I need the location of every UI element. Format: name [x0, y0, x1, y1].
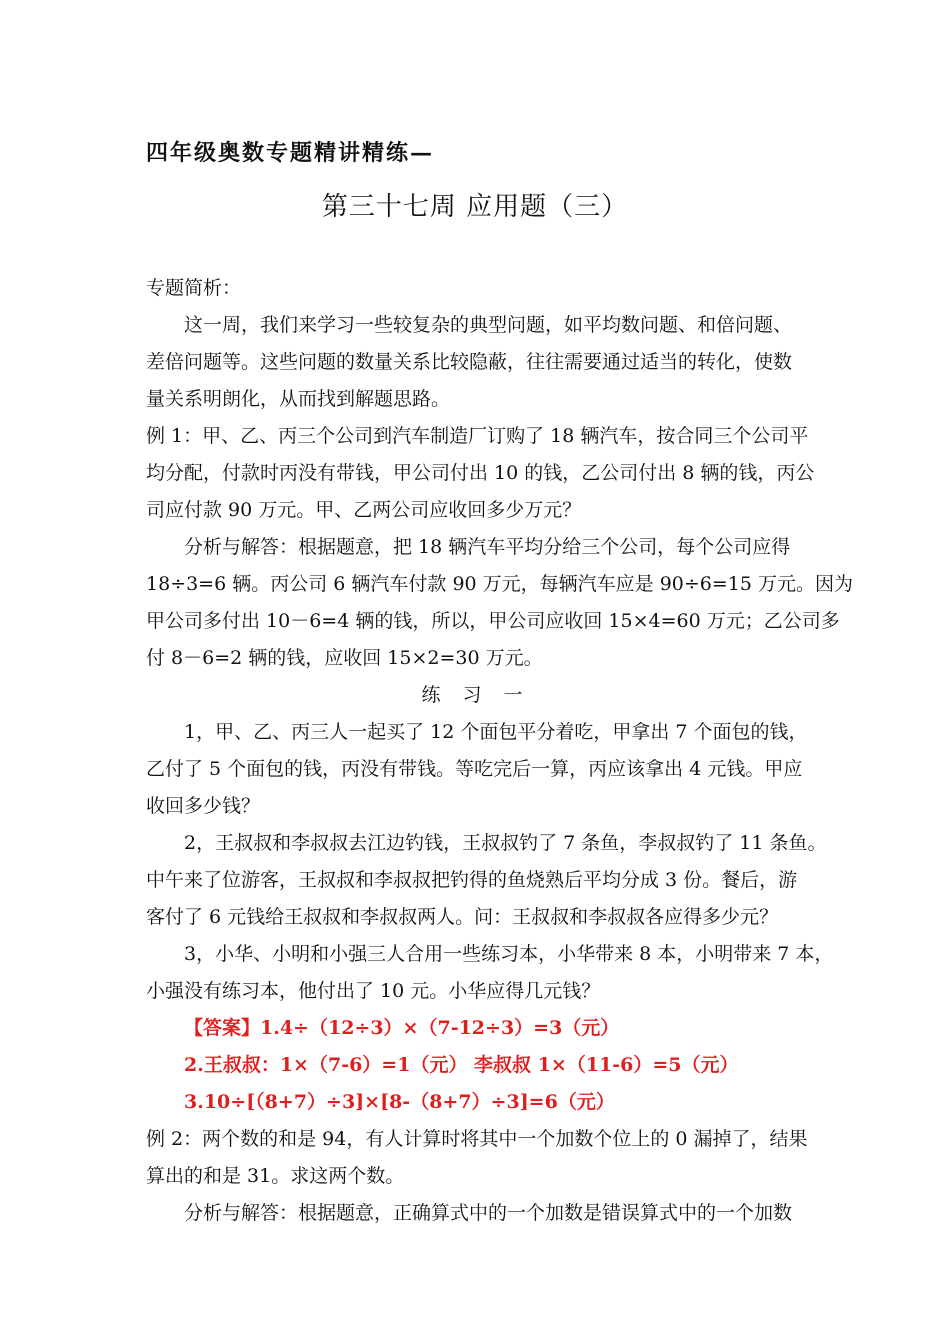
example1-line: 司应付款 90 万元。甲、乙两公司应收回多少万元？ [146, 499, 582, 521]
example1-line: 均分配，付款时丙没有带钱，甲公司付出 10 的钱，乙公司付出 8 辆的钱，丙公 [146, 462, 815, 484]
practice-item-2-line: 2，王叔叔和李叔叔去江边钓钱，王叔叔钓了 7 条鱼，李叔叔钓了 11 条鱼。 [184, 832, 827, 854]
practice-item-1-line: 1，甲、乙、丙三人一起买了 12 个面包平分着吃，甲拿出 7 个面包的钱， [184, 721, 808, 743]
doc-title: 第三十七周 应用题（三） [321, 192, 629, 222]
analysis1-line: 18÷3=6 辆。丙公司 6 辆汽车付款 90 万元，每辆汽车应是 90÷6=15 万元。因为 [146, 573, 854, 595]
document-body [146, 270, 854, 1232]
practice-item-3-line: 小强没有练习本，他付出了 10 元。小华应得几元钱？ [146, 980, 601, 1002]
intro-line: 差倍问题等。这些问题的数量关系比较隐蔽，往往需要通过适当的转化，使数 [146, 351, 793, 373]
intro-line: 量关系明朗化，从而找到解题思路。 [146, 388, 451, 410]
practice-item-2-line: 中午来了位游客，王叔叔和李叔叔把钓得的鱼烧熟后平均分成 3 份。餐后，游 [146, 869, 798, 891]
answer-line: 【答案】1.4÷（12÷3）×（7-12÷3）=3（元） [184, 1017, 620, 1039]
example1-line: 例 1：甲、乙、丙三个公司到汽车制造厂订购了 18 辆汽车，按合同三个公司平 [146, 425, 809, 447]
practice-item-2-line: 客付了 6 元钱给王叔叔和李叔叔两人。问：王叔叔和李叔叔各应得多少元？ [146, 906, 779, 928]
practice-item-1-line: 收回多少钱？ [146, 795, 261, 817]
analysis2-line: 分析与解答：根据题意，正确算式中的一个加数是错误算式中的一个加数 [184, 1202, 793, 1224]
analysis1-line: 分析与解答：根据题意，把 18 辆汽车平均分给三个公司，每个公司应得 [184, 536, 791, 558]
header-title: 四年级奥数专题精讲精练— [146, 140, 435, 166]
intro-line: 这一周，我们来学习一些较复杂的典型问题，如平均数问题、和倍问题、 [184, 314, 793, 336]
practice-title: 练习一 [421, 684, 545, 706]
practice-item-3-line: 3，小华、小明和小强三人合用一些练习本，小华带来 8 本，小明带来 7 本， [184, 943, 834, 965]
answer-line: 2.王叔叔：1×（7-6）=1（元） 李叔叔 1×（11-6）=5（元） [184, 1054, 739, 1076]
analysis1-line: 付 8－6=2 辆的钱，应收回 15×2=30 万元。 [146, 647, 543, 669]
intro-label: 专题简析： [146, 277, 242, 299]
example2-line: 算出的和是 31。求这两个数。 [146, 1165, 405, 1187]
practice-item-1-line: 乙付了 5 个面包的钱，丙没有带钱。等吃完后一算，丙应该拿出 4 元钱。甲应 [146, 758, 803, 780]
answer-line: 3.10÷[（8+7）÷3]×[8-（8+7）÷3]=6（元） [184, 1091, 615, 1113]
analysis1-line: 甲公司多付出 10－6=4 辆的钱，所以，甲公司应收回 15×4=60 万元；乙公司多 [146, 610, 840, 632]
example2-line: 例 2：两个数的和是 94，有人计算时将其中一个加数个位上的 0 漏掉了，结果 [146, 1128, 808, 1150]
